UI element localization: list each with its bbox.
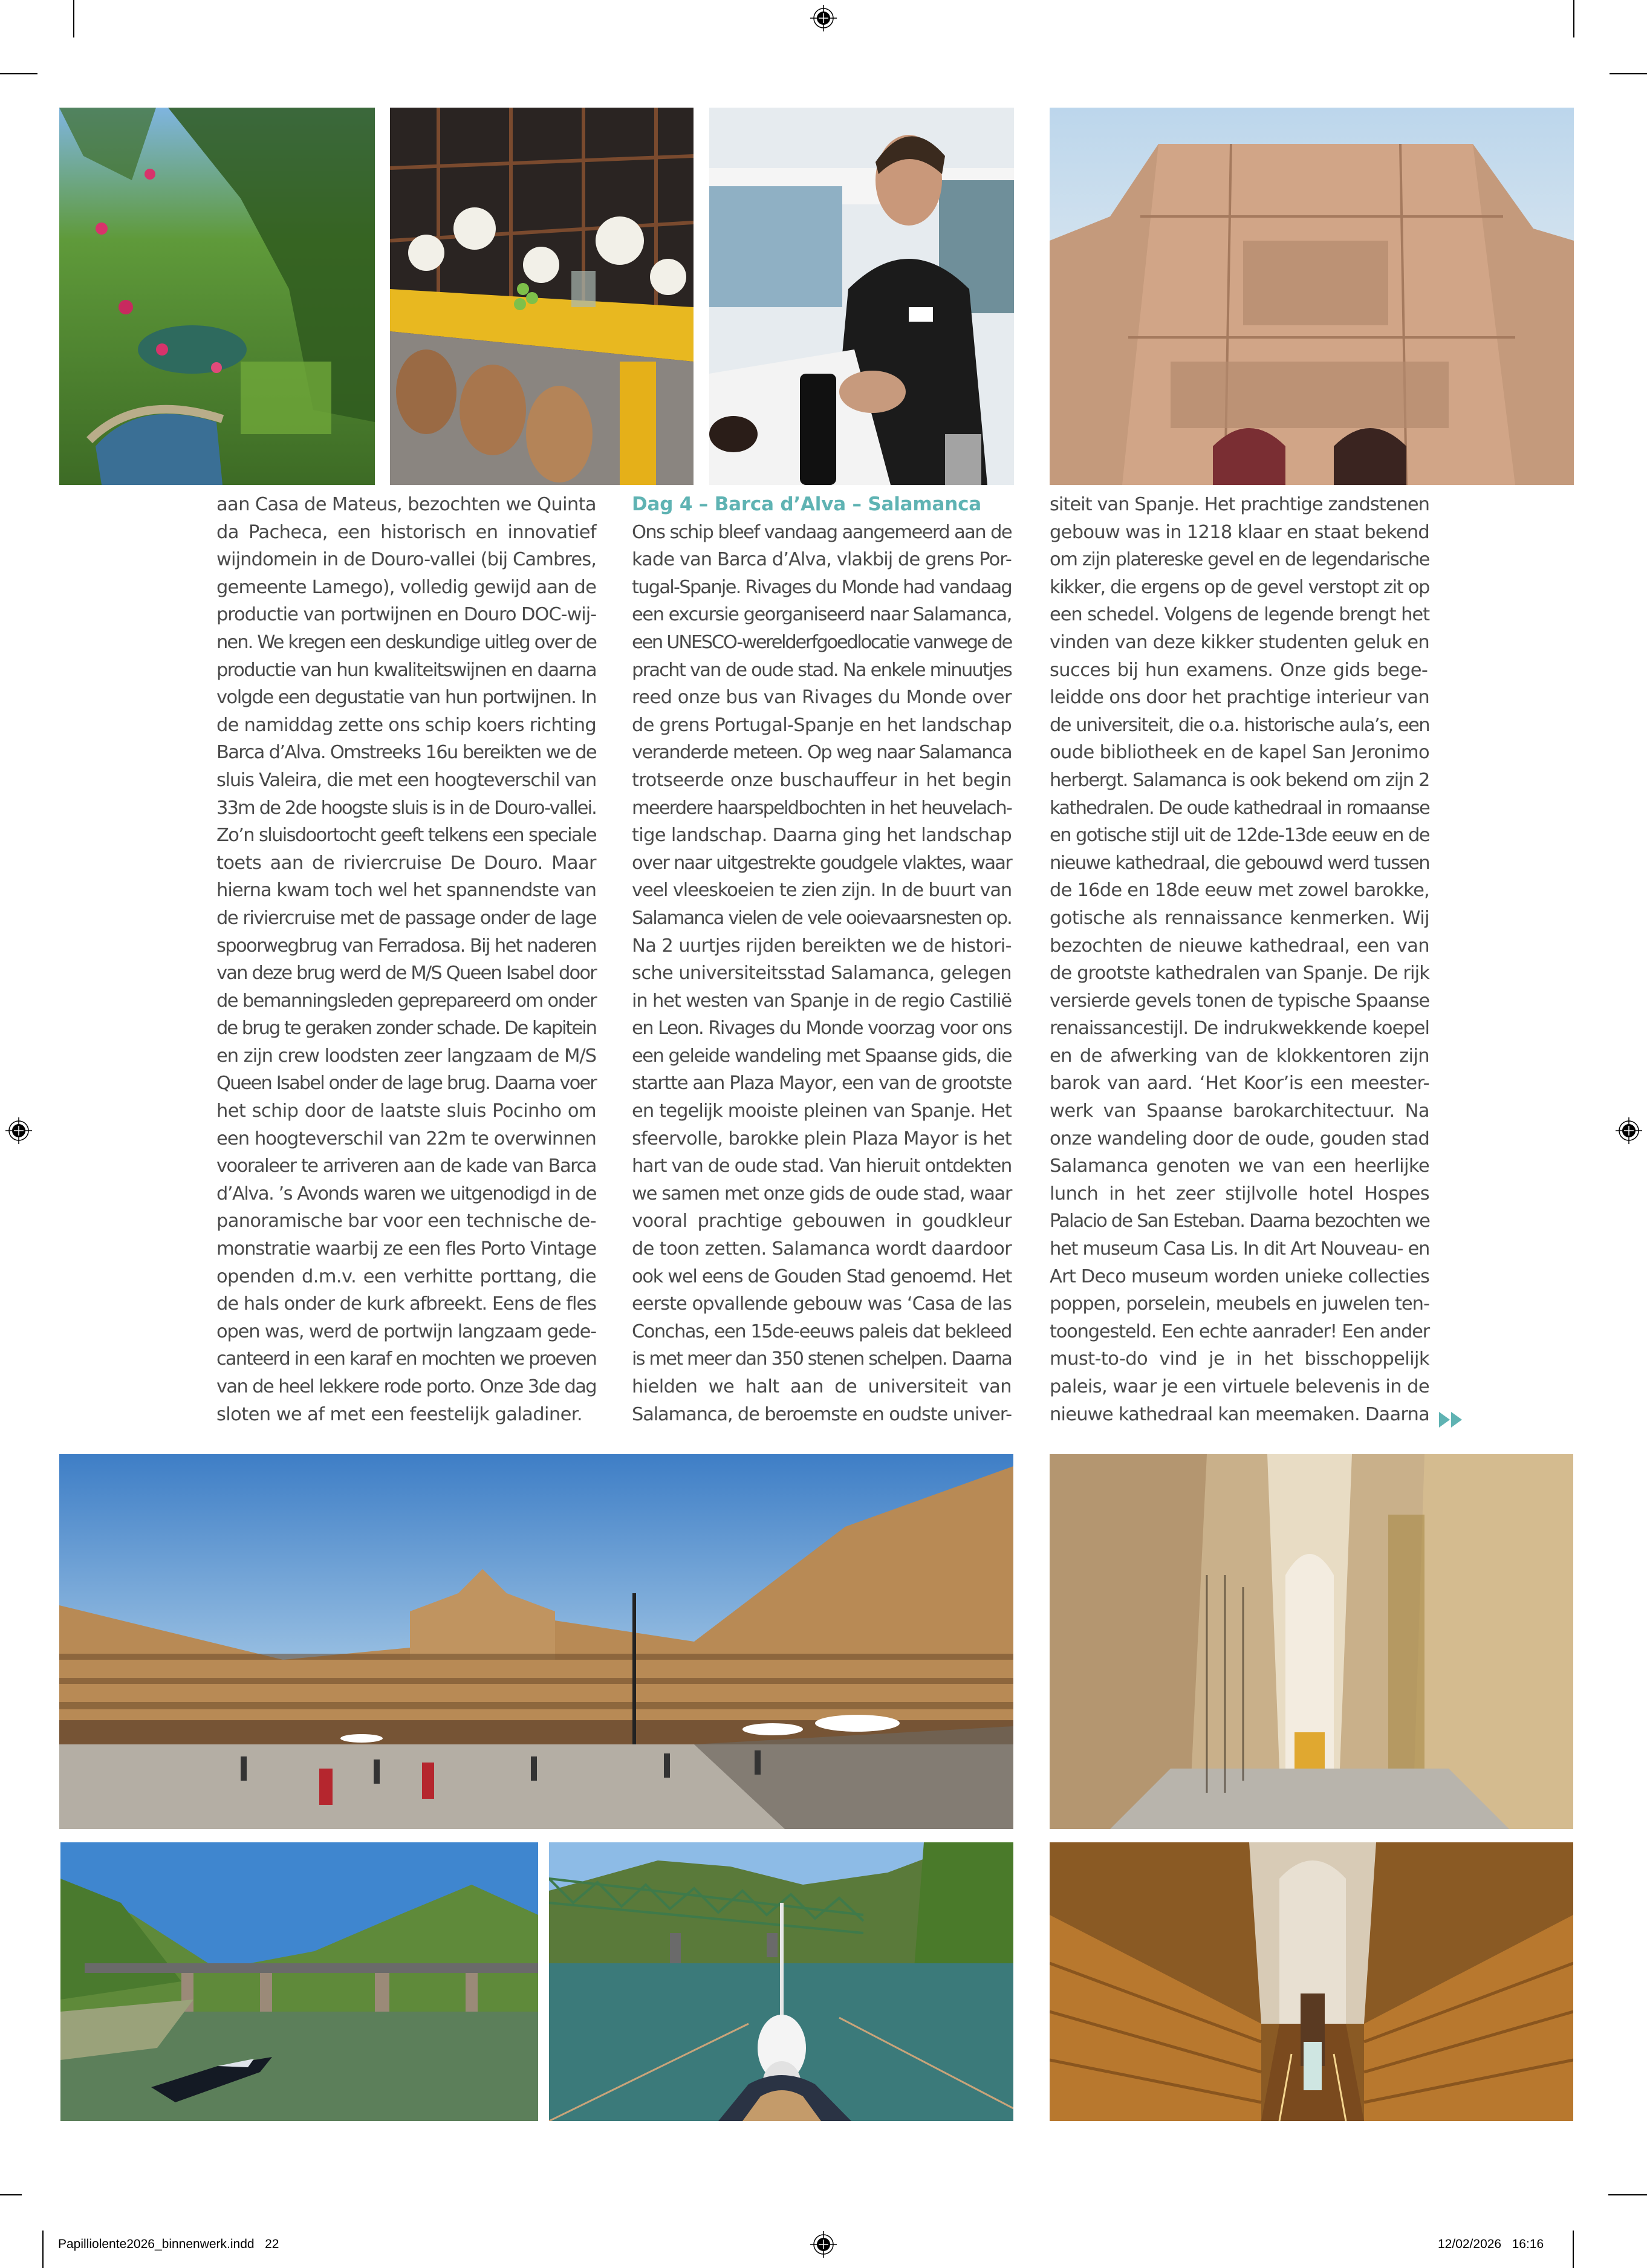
article-line: lunch in het zeer stijlvolle hotel Hospes <box>1050 1183 1429 1204</box>
article-line: en Leon. Rivages du Monde voorzag voor ons <box>632 1018 1012 1039</box>
article-line: pracht van de oude stad. Na enkele minuutjes <box>632 659 1012 681</box>
article-line: bezochten de nieuwe kathedraal, een van <box>1050 935 1429 957</box>
article-line: nen. We kregen een deskundige uitleg over de <box>216 631 596 653</box>
slug-timestamp: 12/02/2026 16:16 <box>1438 2237 1544 2251</box>
article-line: en de afwerking van de klokkentoren zijn <box>1050 1045 1429 1067</box>
crop-mark <box>0 73 37 74</box>
article-line: de grootste kathedralen van Spanje. De rijk <box>1050 963 1429 984</box>
article-line: panoramische bar voor een technische de- <box>216 1210 596 1232</box>
article-line: sche universiteitsstad Salamanca, gelegen <box>632 963 1012 984</box>
article-line: toets aan de riviercruise De Douro. Maar <box>216 852 596 874</box>
article-column-2 <box>632 491 1012 1428</box>
article-line: Barca d’Alva. Omstreeks 16u bereikten we de <box>216 742 596 764</box>
article-line: en tegelijk mooiste pleinen van Spanje. Het <box>632 1100 1012 1122</box>
photo-sommelier <box>709 108 1014 485</box>
crop-mark <box>1610 73 1647 74</box>
article-line: veranderde meteen. Op weg naar Salamanca <box>632 742 1012 764</box>
article-line: canteerd in een karaf en mochten we proeven <box>216 1348 596 1370</box>
article-line: succes bij hun examens. Onze gids bege- <box>1050 659 1428 681</box>
article-line: een geleide wandeling met Spaanse gids, die <box>632 1045 1012 1067</box>
section-heading: Dag 4 – Barca d’Alva – Salamanca <box>632 493 981 515</box>
article-line: wijndomein in de Douro-vallei (bij Cambres, <box>216 549 596 571</box>
article-line: nieuwe kathedraal, die gebouwd werd tussen <box>1050 852 1429 874</box>
article-line: sloten we af met een feestelijk galadiner. <box>216 1403 583 1425</box>
article-line: een excursie georganiseerd naar Salamanca, <box>632 604 1012 626</box>
crop-mark <box>73 0 74 37</box>
article-line: nieuwe kathedraal kan meemaken. Daarna <box>1050 1403 1429 1425</box>
article-line: de grens Portugal-Spanje en het landschap <box>632 714 1012 736</box>
article-line: must-to-do vind je in het bisschoppelijk <box>1050 1348 1429 1370</box>
article-line: is met meer dan 350 stenen schelpen. Daarna <box>632 1348 1012 1370</box>
article-line: sluis Valeira, die met een hoogteverschil van <box>216 769 596 791</box>
article-line: Zo’n sluisdoortocht geeft telkens een speciale <box>216 825 596 846</box>
article-line: hart van de oude stad. Van hieruit ontdekten <box>632 1155 1012 1177</box>
article-line: spoorwegbrug van Ferradosa. Bij het naderen <box>216 935 596 957</box>
article-line: aan Casa de Mateus, bezochten we Quinta <box>216 494 596 515</box>
article-line: in het westen van Spanje in de regio Castilië <box>632 990 1012 1012</box>
photo-garden-pond <box>59 108 375 485</box>
article-line: leidde ons door het prachtige interieur van <box>1050 687 1429 709</box>
article-line: vooraleer te arriveren aan de kade van Barca <box>216 1155 596 1177</box>
article-line: tugal-Spanje. Rivages du Monde had vandaag <box>632 576 1012 598</box>
article-line: het museum Casa Lis. In dit Art Nouveau- en <box>1050 1238 1429 1260</box>
article-line: de hals onder de kurk afbreekt. Eens de fles <box>216 1293 596 1315</box>
article-line: een hoogteverschil van 22m te overwinnen <box>216 1128 596 1149</box>
article-line: kade van Barca d’Alva, vlakbij de grens Por- <box>632 549 1012 571</box>
crop-mark <box>1608 2194 1647 2195</box>
article-line: poppen, porselein, meubels en juwelen ten- <box>1050 1293 1429 1315</box>
crop-mark <box>1573 2231 1574 2268</box>
article-line: om zijn platereske gevel en de legendarische <box>1050 549 1429 571</box>
article-line: gemeente Lamego), volledig gewijd aan de <box>216 576 596 598</box>
crop-mark <box>1573 0 1574 37</box>
article-line: de universiteit, die o.a. historische aula’s, een <box>1050 714 1429 736</box>
article-line: startte aan Plaza Mayor, een van de grootste <box>632 1073 1012 1094</box>
article-line: volgde een degustatie van hun portwijnen. In <box>216 687 596 709</box>
photo-ship-bow-ferradosa-bridge <box>549 1842 1013 2121</box>
article-line: da Pacheca, een historisch en innovatief <box>216 521 596 543</box>
article-line: Salamanca vielen de vele ooievaarsnesten op. <box>632 907 1012 929</box>
article-line: over naar uitgestrekte goudgele vlaktes, waar <box>632 852 1012 874</box>
article-line: gebouw was in 1218 klaar en staat bekend <box>1050 521 1429 543</box>
article-line: we samen met onze gids de oude stad, waar <box>632 1183 1012 1204</box>
article-line: de namiddag zette ons schip koers richting <box>216 714 596 736</box>
article-line: tige landschap. Daarna ging het landschap <box>632 825 1012 846</box>
article-line: open was, werd de portwijn langzaam gede- <box>216 1321 596 1342</box>
article-line: herbergt. Salamanca is ook bekend om zijn 2 <box>1050 769 1429 791</box>
article-column-1 <box>216 491 596 1428</box>
article-line: renaissancestijl. De indrukwekkende koepel <box>1050 1018 1429 1039</box>
article-line: barok van aard. ‘Het Koor’is een meester- <box>1050 1073 1429 1094</box>
article-line: een UNESCO-werelderfgoedlocatie vanwege de <box>632 631 1012 653</box>
article-line: gotische als rennaissance kenmerken. Wij <box>1050 907 1429 929</box>
article-line: Art Deco museum worden unieke collecties <box>1050 1266 1429 1287</box>
article-line: toongesteld. Een echte aanrader! Een ander <box>1050 1321 1429 1342</box>
article-line: kathedralen. De oude kathedraal in romaanse <box>1050 797 1429 819</box>
registration-mark-icon <box>1616 1117 1642 1144</box>
article-line: eerste opvallende gebouw was ‘Casa de las <box>632 1293 1012 1315</box>
article-line: paleis, waar je een virtuele belevenis in de <box>1050 1376 1429 1397</box>
article-line: kikker, die ergens op de gevel verstopt zit op <box>1050 576 1429 598</box>
article-line: en gotische stijl uit de 12de-13de eeuw en de <box>1050 825 1429 846</box>
article-line: hierna kwam toch wel het spannendste van <box>216 880 596 902</box>
registration-mark-icon <box>5 1117 32 1144</box>
article-line: siteit van Spanje. Het prachtige zandstenen <box>1050 494 1429 515</box>
article-line: versierde gevels tonen de typische Spaanse <box>1050 990 1429 1012</box>
article-line: vinden van deze kikker studenten geluk en <box>1050 631 1429 653</box>
article-line: een schedel. Volgens de legende brengt het <box>1050 604 1429 626</box>
article-line: hielden we halt aan de universiteit van <box>632 1376 1012 1397</box>
registration-mark-icon <box>810 5 837 31</box>
slug-filename: Papilliolente2026_binnenwerk.indd 22 <box>58 2237 279 2251</box>
article-line: Na 2 uurtjes rijden bereikten we de histori- <box>632 935 1012 957</box>
article-line: reed onze bus van Rivages du Monde over <box>632 687 1012 709</box>
article-column-3 <box>1050 491 1429 1428</box>
continue-arrow-icon <box>1439 1411 1463 1429</box>
photo-cathedral-choir <box>1050 1842 1573 2121</box>
article-line: Queen Isabel onder de lage brug. Daarna voer <box>216 1073 596 1094</box>
article-line: trotseerde onze buschauffeur in het begin <box>632 769 1012 791</box>
article-line: Palacio de San Esteban. Daarna bezochten we <box>1050 1210 1429 1232</box>
article-line: Ons schip bleef vandaag aangemeerd aan de <box>632 521 1012 543</box>
article-line: productie van hun kwaliteitswijnen en daarna <box>216 659 596 681</box>
article-line: van deze brug werd de M/S Queen Isabel door <box>216 963 596 984</box>
article-line: productie van portwijnen en Douro DOC-wij- <box>216 604 596 626</box>
article-line: vooral prachtige gebouwen in goudkleur <box>632 1210 1012 1232</box>
article-line: en zijn crew loodsten zeer langzaam de M/S <box>216 1045 596 1067</box>
article-line: de toon zetten. Salamanca wordt daardoor <box>632 1238 1012 1260</box>
article-line: werk van Spaanse barokarchitectuur. Na <box>1050 1100 1429 1122</box>
article-line: monstratie waarbij ze een fles Porto Vintage <box>216 1238 596 1260</box>
article-line: oude bibliotheek en de kapel San Jeronimo <box>1050 742 1429 764</box>
article-line: het schip door de laatste sluis Pocinho om <box>216 1100 596 1122</box>
photo-douro-bridge-speedboat <box>60 1842 538 2121</box>
photo-university-facade <box>1050 108 1574 485</box>
article-line: onze wandeling door de oude, gouden stad <box>1050 1128 1429 1149</box>
article-line: sfeervolle, barokke plein Plaza Mayor is het <box>632 1128 1012 1149</box>
article-line: de bemanningsleden geprepareerd om onder <box>216 990 596 1012</box>
article-line: 33m de 2de hoogste sluis is in de Douro-vallei. <box>216 797 596 819</box>
photo-wine-cellar <box>390 108 694 485</box>
article-line: van de heel lekkere rode porto. Onze 3de dag <box>216 1376 596 1397</box>
photo-plaza-mayor <box>59 1454 1013 1829</box>
article-line: veel vleeskoeien te zien zijn. In de buurt van <box>632 880 1012 902</box>
article-line: Salamanca, de beroemste en oudste univer- <box>632 1403 1012 1425</box>
article-line: de 16de en 18de eeuw met zowel barokke, <box>1050 880 1429 902</box>
article-line: de brug te geraken zonder schade. De kapitein <box>216 1018 596 1039</box>
article-line: Conchas, een 15de-eeuws paleis dat bekleed <box>632 1321 1012 1342</box>
article-line: d’Alva. ’s Avonds waren we uitgenodigd in de <box>216 1183 596 1204</box>
article-line: Salamanca genoten we van een heerlijke <box>1050 1155 1429 1177</box>
article-line: openden d.m.v. een verhitte porttang, die <box>216 1266 596 1287</box>
photo-cathedral-nave <box>1050 1454 1573 1829</box>
article-line: meerdere haarspeldbochten in het heuvelach- <box>632 797 1012 819</box>
registration-mark-icon <box>810 2231 837 2258</box>
article-line: ook wel eens de Gouden Stad genoemd. Het <box>632 1266 1012 1287</box>
article-line: de riviercruise met de passage onder de lage <box>216 907 596 929</box>
crop-mark <box>0 2194 22 2195</box>
crop-mark <box>42 2231 44 2268</box>
